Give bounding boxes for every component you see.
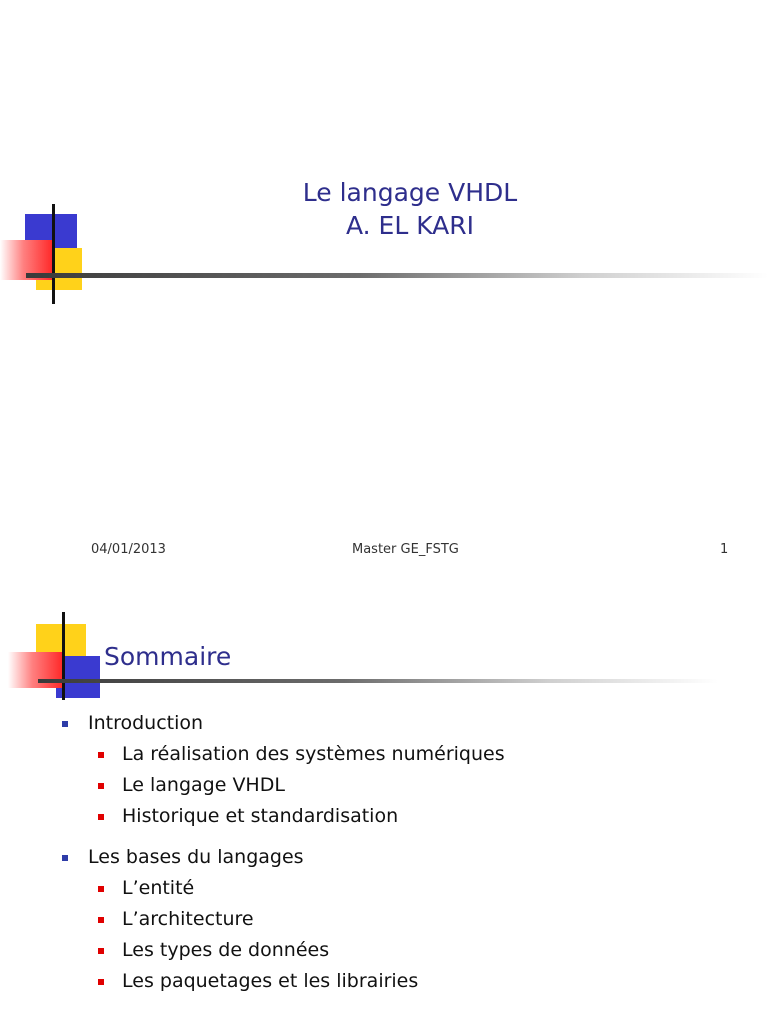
topic-label: Les bases du langages [88,846,304,868]
square-bullet-icon [98,886,104,892]
sub-item-label: Historique et standardisation [122,805,399,827]
summary-slide [0,590,768,1024]
footer-page-number: 1 [720,542,729,557]
section-title: Sommaire [104,642,232,671]
sub-item-label: Les paquetages et les librairies [122,970,419,992]
square-bullet-icon [98,979,104,985]
square-bullet-icon [98,814,104,820]
sub-item-label: L’architecture [122,908,254,930]
square-bullet-icon [98,917,104,923]
topic-label: Introduction [88,712,204,734]
square-bullet-icon [98,783,104,789]
sub-item-label: Le langage VHDL [122,774,285,796]
footer-center: Master GE_FSTG [352,542,459,557]
square-bullet-icon [62,721,68,727]
slide-logo-decoration [0,610,110,710]
logo-vertical-line [62,612,65,700]
sub-item-label: Les types de données [122,939,330,961]
slide-author: A. EL KARI [345,211,475,240]
sub-item-label: L’entité [122,877,195,899]
sub-item-label: La réalisation des systèmes numériques [122,743,505,765]
square-bullet-icon [98,948,104,954]
title-underline [26,273,768,278]
footer-date: 04/01/2013 [91,542,166,557]
square-bullet-icon [98,752,104,758]
title-block [0,176,768,242]
square-bullet-icon [62,855,68,861]
slide-title: Le langage VHDL [302,178,518,207]
title-underline [38,679,718,683]
